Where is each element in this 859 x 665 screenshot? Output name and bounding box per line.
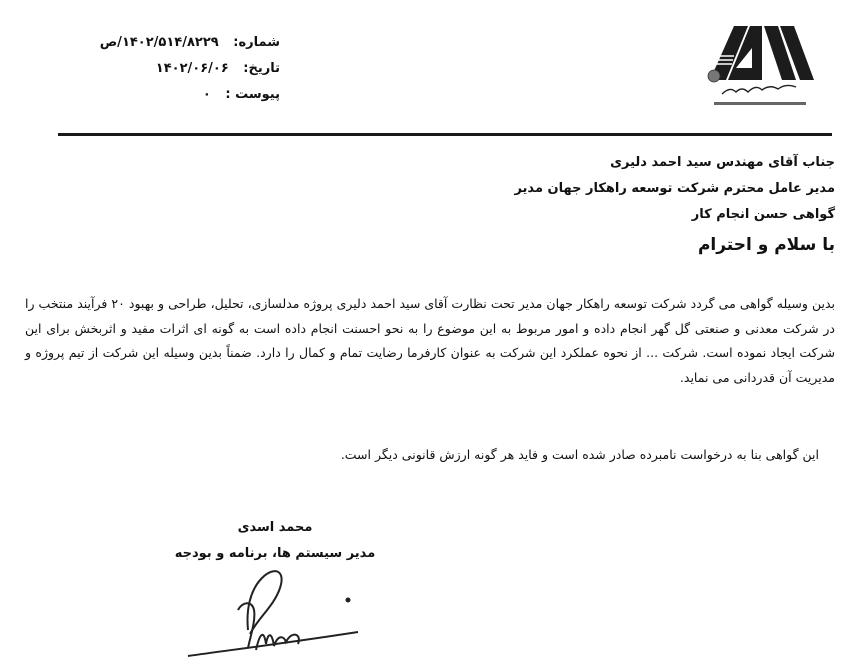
- legal-note: این گواهی بنا به درخواست نامبرده صادر شده است و فاید هر گونه ارزش قانونی دیگر است.: [340, 447, 819, 462]
- recipient-name: جناب آقای مهندس سید احمد دلیری: [610, 155, 835, 170]
- letter-number: [40, 30, 280, 56]
- letter-date: [40, 56, 280, 82]
- letter-attachment: [40, 82, 280, 108]
- handwritten-signature-icon: [180, 560, 370, 660]
- signer-name: محمد اسدی: [237, 520, 313, 535]
- recipient-title: مدیر عامل محترم شرکت توسعه راهکار جهان مدیر: [514, 181, 835, 196]
- number-value: ۱۴۰۲/۵۱۴/۸۲۲۹/ص: [99, 35, 219, 50]
- greeting: با سلام و احترام: [697, 235, 835, 255]
- attachment-label: پیوست :: [225, 87, 280, 102]
- recipient-block: [335, 150, 835, 260]
- body-paragraph: بدین وسیله گواهی می گردد شرکت توسعه راهکار جهان مدیر تحت نظارت آقای سید احمد دلیری پروژه مدلسازی، تحلیل، طراحی و بهبود ۲۰ فرآیند منتخب را در شرکت معدنی و صنعتی گل گهر انجام داده و امور مربوط به این موضوع را به نحو احسنت انجام داده است به گونه ای اثرات مفید و اثربخش برای این شرکت ایجاد نموده است. شرکت ... از نحوه عملکرد این شرکت به عنوان کارفرما رضایت تمام و کمال را دارد. ضمناً بدین وسیله این شرکت از تیم پروژه و مدیریت آن قدردانی می نماید.: [25, 296, 835, 385]
- handwritten-signature: [180, 560, 370, 660]
- number-label: شماره:: [233, 35, 280, 50]
- letter-metadata: [40, 30, 280, 108]
- letter-subject: گواهی حسن انجام کار: [691, 207, 835, 222]
- date-label: تاریخ:: [243, 61, 280, 76]
- company-logo: [700, 18, 820, 110]
- company-logo-icon: [700, 18, 820, 110]
- header-divider: [58, 133, 832, 136]
- attachment-value: ۰: [202, 87, 211, 102]
- signer-title: مدیر سیستم ها، برنامه و بودجه: [174, 546, 376, 561]
- date-value: ۱۴۰۲/۰۶/۰۶: [155, 61, 229, 76]
